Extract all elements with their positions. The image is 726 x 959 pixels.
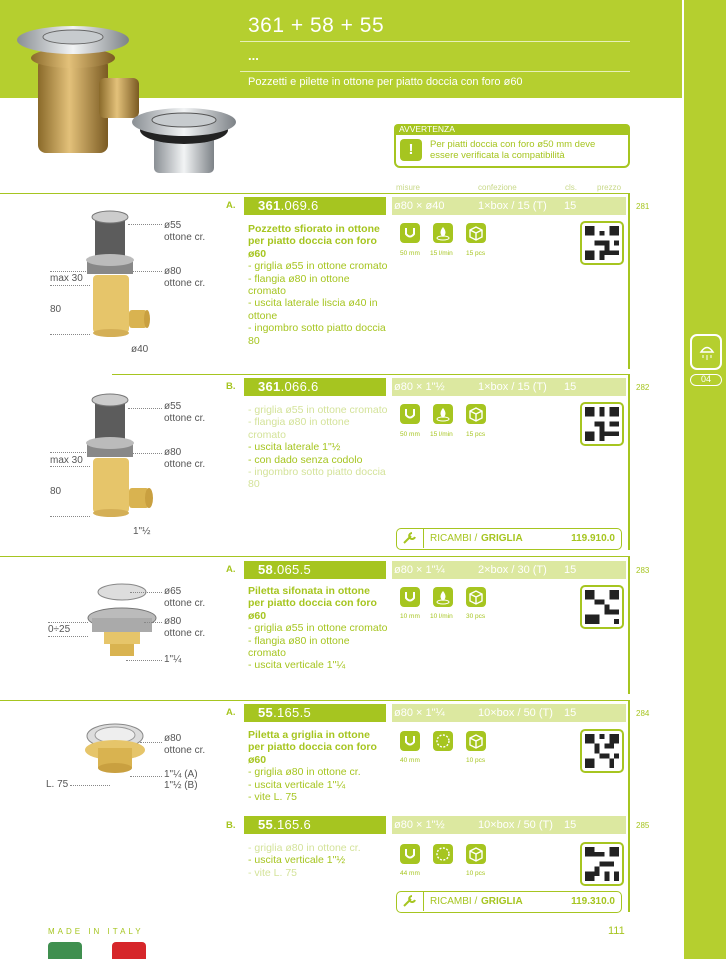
dim-label: ø80 [164,616,182,627]
dim-label: ottone cr. [164,459,206,470]
depth-label: 50 mm [400,431,420,438]
pack: 2×box / 30 (T) [478,564,547,576]
title-dots: ... [248,48,259,63]
dim-label: 1"½ (B) [164,780,198,791]
depth-icon [400,731,420,751]
product-letter: B. [226,381,236,392]
section-border [628,374,630,550]
depth-label: 40 mm [400,757,420,764]
cls: 15 [564,381,577,393]
cls: 15 [564,200,577,212]
measure: ø80 × 1"½ [394,819,445,831]
product-description: - griglia ø80 in ottone cr. - uscita verticale 1"½ - vite L. 75 [248,842,361,879]
dim-label: max 30 [50,273,83,284]
title-divider [240,41,630,42]
dim-label: 1"¼ (A) [164,769,198,780]
ref-number: 281 [636,202,650,211]
cls: 15 [564,564,577,576]
shower-icon [698,342,716,364]
dim-label: 1"½ [133,526,151,537]
pieces-label: 10 pcs [466,757,486,764]
dim-label: ø55 [164,401,182,412]
box-icon [466,844,486,864]
pieces-label: 15 pcs [466,250,486,257]
qr-code[interactable] [580,402,624,446]
measure: ø80 × ø40 [394,200,445,212]
product-description: Piletta sifonata in ottone per piatto doccia con foro ø60 - griglia ø55 in ottone cromato - flangia ø80 in ottone cromato - uscita verticale 1"¼ [248,585,388,672]
flow-icon [433,223,453,243]
subtitle-divider [240,71,630,72]
dim-label: 80 [50,304,62,315]
dim-label: ottone cr. [164,598,206,609]
pieces-label: 10 pcs [466,870,486,877]
dim-label: ø80 [164,447,182,458]
depth-label: 50 mm [400,250,420,257]
ref-number: 282 [636,383,650,392]
product-letter: B. [226,820,236,831]
warning-text: Per piatti doccia con foro ø50 mm deve essere verificata la compatibilità [430,139,596,161]
section-divider [0,193,630,194]
product-measure-row [392,704,626,722]
product-code[interactable]: 55.165.6 [244,816,386,834]
dim-label: ottone cr. [164,628,206,639]
depth-icon [400,223,420,243]
section-border [628,700,630,912]
box-icon [466,587,486,607]
category-tab[interactable] [690,334,722,370]
dim-label: ø40 [131,344,149,355]
dim-label: L. 75 [46,779,69,790]
section-border [628,556,630,694]
col-cls: cls. [565,183,577,192]
wrench-icon [401,893,419,916]
spare-code: 119.310.0 [571,896,615,907]
measure: ø80 × 1"½ [394,381,445,393]
flow-label: 10 l/min [430,613,453,620]
dim-label: ottone cr. [164,232,206,243]
section-divider [0,700,630,701]
pack: 10×box / 50 (T) [478,707,553,719]
flow-icon [433,587,453,607]
product-code[interactable]: 55.165.5 [244,704,386,722]
product-code[interactable]: 58.065.5 [244,561,386,579]
wrench-icon [401,530,419,553]
dim-label: ø55 [164,220,182,231]
spare-code: 119.910.0 [571,533,615,544]
product-description: Pozzetto sfiorato in ottone per piatto doccia con foro ø60 - griglia ø55 in ottone cromato - flangia ø80 in ottone cromato - uscita laterale liscia ø40 in ottone - ingombro sotto piatto doccia 80 [248,223,388,347]
spare-part-row[interactable]: RICAMBI / GRIGLIA 119.310.0 [396,891,622,913]
depth-icon [400,404,420,424]
product-code[interactable]: 361.066.6 [244,378,386,396]
ref-number: 284 [636,709,650,718]
dim-label: ø65 [164,586,182,597]
flag-red [112,942,146,959]
section-border [628,193,630,369]
product-4-drawing [80,718,150,788]
pack: 1×box / 15 (T) [478,381,547,393]
depth-icon [400,844,420,864]
flow-label: 15 l/min [430,431,453,438]
qr-code[interactable] [580,842,624,886]
qr-code[interactable] [580,221,624,265]
box-icon [466,731,486,751]
dim-label: ottone cr. [164,413,206,424]
dim-label: 80 [50,486,62,497]
product-letter: A. [226,564,236,575]
dim-label: ottone cr. [164,745,206,756]
product-measure-row [392,197,626,215]
product-letter: A. [226,200,236,211]
product-code[interactable]: 361.069.6 [244,197,386,215]
measure: ø80 × 1"¼ [394,707,445,719]
page-subtitle: Pozzetti e pilette in ottone per piatto doccia con foro ø60 [248,76,523,88]
page-title: 361 + 58 + 55 [248,14,385,37]
ref-number: 285 [636,821,650,830]
grid-icon [433,844,453,864]
pack: 1×box / 15 (T) [478,200,547,212]
product-measure-row [392,816,626,834]
spare-part-row[interactable]: RICAMBI / GRIGLIA 119.910.0 [396,528,622,550]
made-in-italy: MADE IN ITALY [48,927,144,936]
depth-label: 10 mm [400,613,420,620]
flag-green [48,942,82,959]
cls: 15 [564,707,577,719]
warning-tag: AVVERTENZA [394,124,630,135]
measure: ø80 × 1"¼ [394,564,445,576]
pieces-label: 30 pcs [466,613,486,620]
qr-code[interactable] [580,585,624,629]
product-description: Piletta a griglia in ottone per piatto doccia con foro ø60 - griglia ø80 in ottone cr. - uscita verticale 1"¼ - vite L. 75 [248,729,377,804]
dim-label: max 30 [50,455,83,466]
section-divider [0,556,630,557]
section-divider [112,374,630,375]
product-letter: A. [226,707,236,718]
page-number: 111 [608,925,625,937]
pack: 10×box / 50 (T) [478,819,553,831]
flow-label: 15 l/min [430,250,453,257]
pieces-label: 15 pcs [466,431,486,438]
col-misure: misure [396,183,421,192]
hero-product-image [14,18,244,193]
cls: 15 [564,819,577,831]
product-description: - griglia ø55 in ottone cromato - flangia ø80 in ottone cromato - uscita laterale 1"½ - con dado senza codolo - ingombro sotto piatto doccia 80 [248,404,388,491]
dim-label: 1"¼ [164,654,182,665]
box-icon [466,404,486,424]
dim-label: ottone cr. [164,278,206,289]
col-confezione: confezione [478,183,517,192]
side-band [684,0,726,959]
dim-label: ø80 [164,733,182,744]
flow-icon [433,404,453,424]
category-number: 04 [690,374,722,386]
qr-code[interactable] [580,729,624,773]
grid-icon [433,731,453,751]
col-prezzo: prezzo [597,183,622,192]
depth-icon [400,587,420,607]
product-measure-row [392,378,626,396]
warning-icon: ! [400,139,422,161]
dim-label: ø80 [164,266,182,277]
dim-label: 0÷25 [48,624,71,635]
ref-number: 283 [636,566,650,575]
box-icon [466,223,486,243]
depth-label: 44 mm [400,870,420,877]
product-measure-row [392,561,626,579]
